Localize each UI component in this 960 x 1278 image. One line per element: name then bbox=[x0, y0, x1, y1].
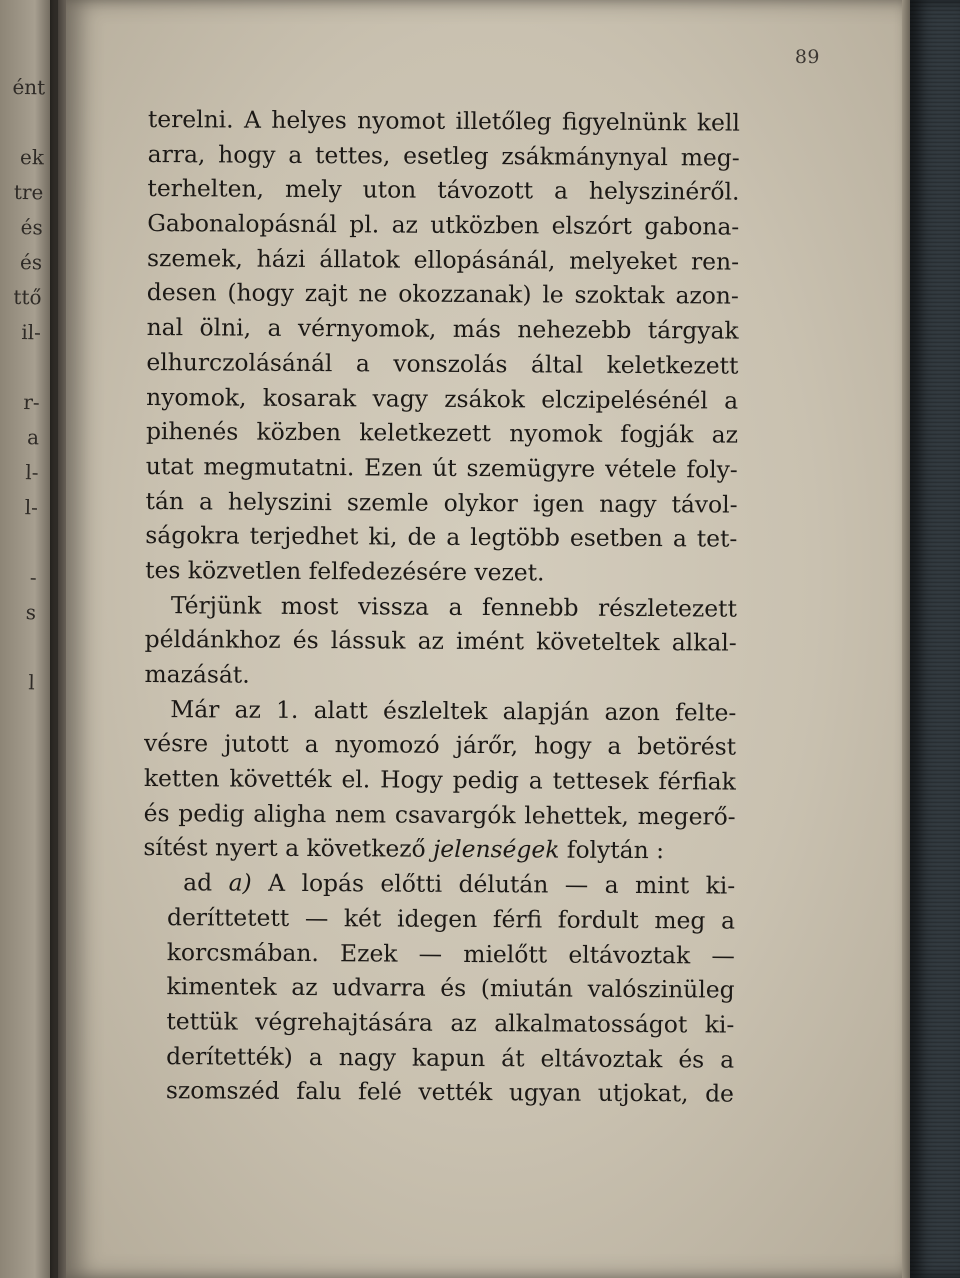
text-run: A lopás előtti délután — a mint ki- bbox=[251, 868, 736, 900]
emphasis: a) bbox=[228, 868, 252, 897]
left-fragment: s bbox=[25, 600, 37, 625]
text-line: deríttetett — két idegen férfi fordult meg a bbox=[166, 902, 736, 935]
left-fragment: l bbox=[28, 670, 36, 695]
page-block-edge bbox=[902, 0, 910, 1278]
emphasis: jelenségek bbox=[433, 835, 560, 864]
text-line: desen (hogy zajt ne okozzanak) le szoktak azon- bbox=[146, 278, 739, 311]
text-line: utat megmutatni. Ezen út szemügyre vétele foly- bbox=[145, 451, 738, 484]
text-run: sítést nyert a következő bbox=[143, 833, 434, 864]
book-cover-cloth bbox=[910, 0, 960, 1278]
text-line bbox=[143, 830, 735, 868]
text-line bbox=[143, 865, 735, 903]
text-line: nal ölni, a vérnyomok, más nehezebb tárgyak bbox=[146, 313, 739, 345]
text-line: elhurczolásánál a vonszolás által keletkezett bbox=[146, 347, 739, 380]
left-fragment: és bbox=[19, 249, 43, 275]
left-fragment: l- bbox=[24, 495, 39, 520]
left-fragment: és bbox=[20, 214, 43, 240]
text-line: szemek, házi állatok ellopásánál, melyeket ren- bbox=[146, 243, 740, 276]
left-fragment: ek bbox=[19, 144, 45, 170]
left-fragment: ttő bbox=[13, 284, 42, 310]
text-line: és pedig aligha nem csavargók lehettek, megerő- bbox=[143, 798, 736, 831]
left-fragment: l- bbox=[25, 460, 39, 485]
text-line: arra, hogy a tettes, esetleg zsákmánynyal meg- bbox=[147, 139, 740, 172]
text-run: folytán : bbox=[559, 835, 665, 865]
text-line: Már az 1. alatt észleltek alapján azon felte- bbox=[170, 694, 737, 727]
left-fragment bbox=[0, 630, 36, 666]
text-line: nyomok, kosarak vagy zsákok elczipelésénél a bbox=[146, 382, 739, 415]
text-line: Térjünk most vissza a fennebb részletezett bbox=[170, 590, 738, 623]
left-fragment: - bbox=[29, 565, 37, 590]
book-page bbox=[66, 0, 910, 1278]
text-line: mazását. bbox=[144, 659, 250, 689]
left-fragment: a bbox=[26, 425, 40, 450]
text-line: tettük végrehajtására az alkalmatosságot ki- bbox=[166, 1007, 735, 1039]
text-line: Gabonalopásnál pl. az utközben elszórt gabona- bbox=[147, 209, 740, 241]
text-line: korcsmában. Ezek — mielőtt eltávoztak — bbox=[166, 937, 735, 970]
left-fragment: r- bbox=[23, 390, 40, 415]
left-page-fragments bbox=[0, 70, 45, 701]
text-line: ságokra terjedhet ki, de a legtöbb esetben a tet- bbox=[145, 521, 738, 553]
text-line: kimentek az udvarra és (miután valószinüleg bbox=[166, 972, 735, 1004]
text-line: vésre jutott a nyomozó járőr, hogy a betörést bbox=[143, 729, 737, 761]
text-line: ketten követték el. Hogy pedig a tettesek férfiak bbox=[143, 764, 736, 796]
left-fragment: tre bbox=[13, 179, 44, 205]
text-line: derítették) a nagy kapun át eltávoztak és a bbox=[166, 1041, 735, 1074]
text-line: szomszéd falu felé vették ugyan utjokat, de bbox=[165, 1076, 735, 1108]
left-fragment bbox=[0, 350, 41, 386]
left-fragment: ént bbox=[12, 74, 46, 100]
text-line: pihenés közben keletkezett nyomok fogják az bbox=[145, 417, 739, 449]
left-fragment: il- bbox=[21, 320, 42, 345]
text-line: tán a helyszini szemle olykor igen nagy távol- bbox=[145, 486, 738, 519]
text-run: ad bbox=[183, 868, 229, 897]
text-line: terelni. A helyes nyomot illetőleg figyelnünk kell bbox=[147, 104, 740, 137]
left-fragment bbox=[4, 105, 45, 141]
page-text bbox=[142, 102, 740, 1112]
text-line: terhelten, mely uton távozott a helyszinéről. bbox=[147, 174, 740, 206]
page-number: 89 bbox=[794, 46, 820, 68]
left-fragment bbox=[0, 525, 38, 561]
text-line: példánkhoz és lássuk az imént követeltek alkal- bbox=[144, 625, 737, 657]
text-line: tes közvetlen felfedezésére vezet. bbox=[145, 555, 545, 587]
